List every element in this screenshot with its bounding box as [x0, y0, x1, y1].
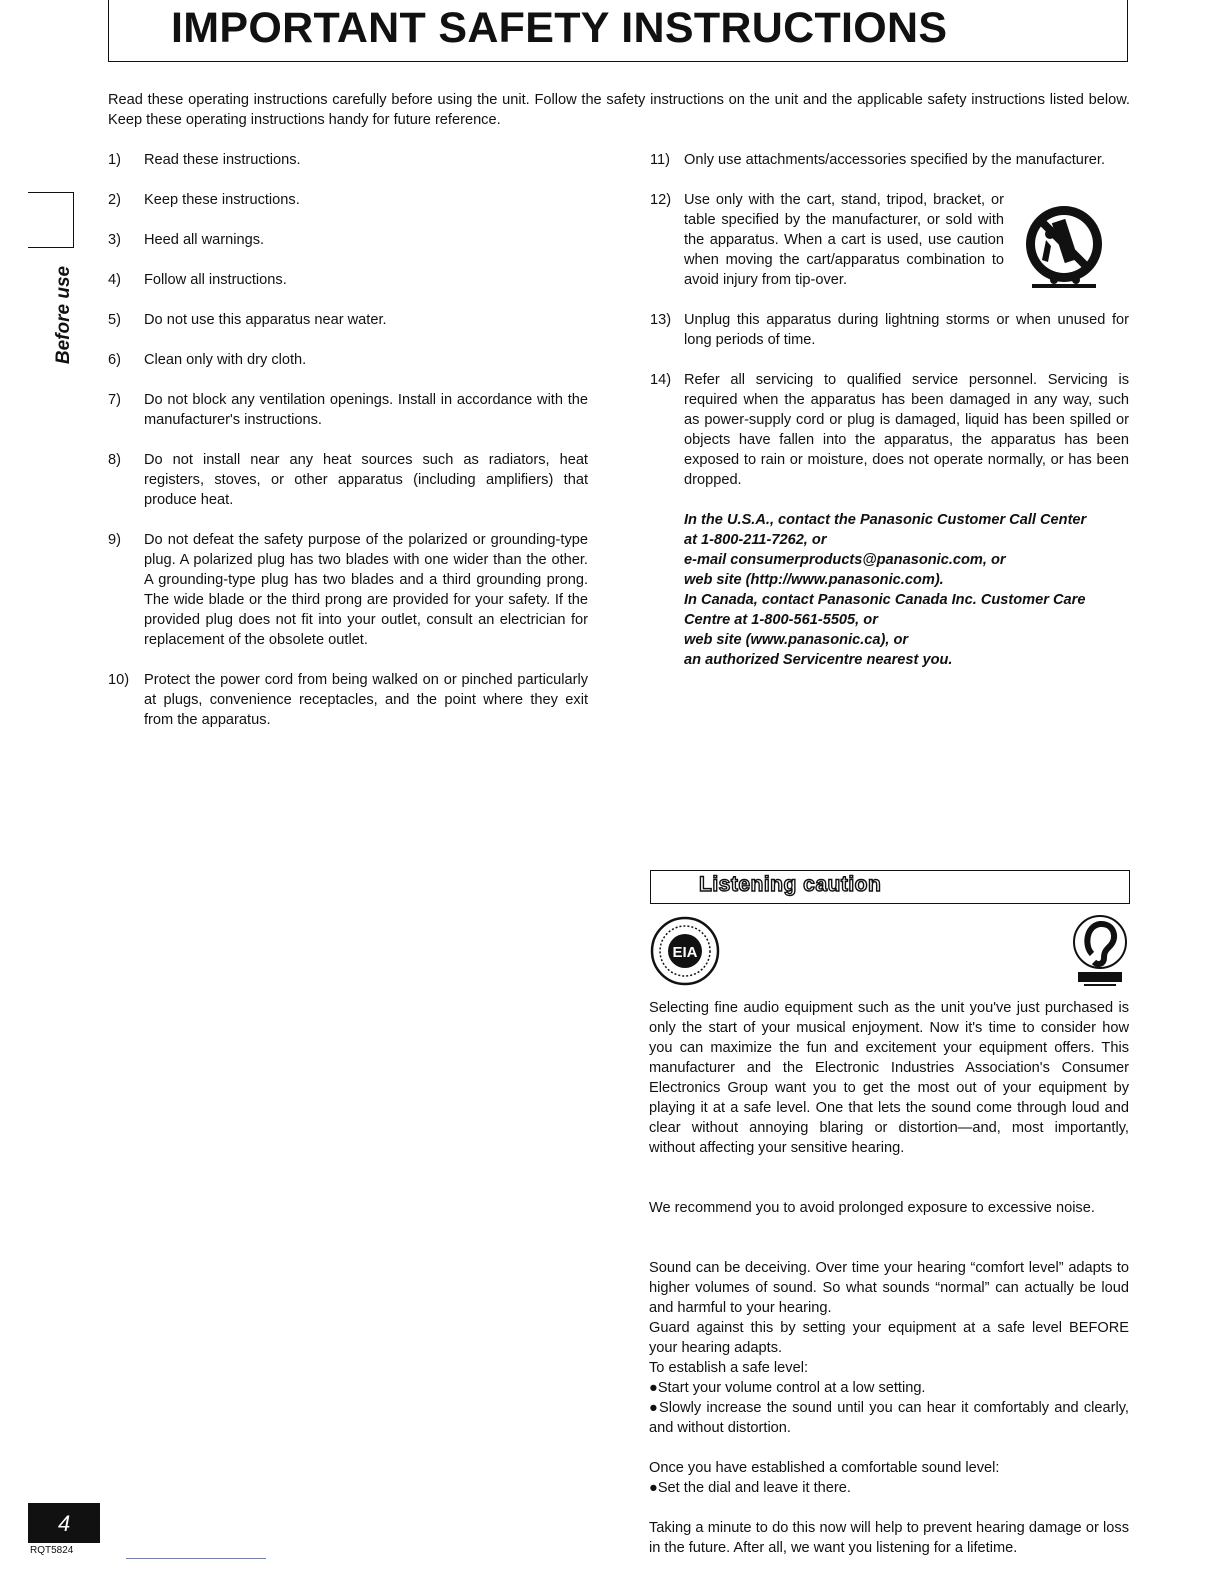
item-text: Read these instructions. [144, 152, 301, 168]
item-text: Keep these instructions. [144, 192, 300, 208]
cart-tip-over-warning-icon [1016, 200, 1112, 296]
listening-caution-title: Listening caution [699, 873, 882, 896]
contact-line: at 1-800-211-7262, or [684, 532, 827, 548]
item-number: 6) [108, 352, 121, 368]
footer-rule [126, 1558, 266, 1559]
item-number: 7) [108, 392, 121, 408]
listening-paragraph: Sound can be deceiving. Over time your hearing “comfort level” adapts to higher volumes of sound. So what sounds “normal” can actually be loud and harmful to your hearing. [649, 1260, 1129, 1316]
listening-bullet: ●Start your volume control at a low setting. [649, 1380, 926, 1396]
item-number: 14) [650, 372, 672, 388]
item-text: Do not block any ventilation openings. Install in accordance with the manufacturer's instructions. [144, 392, 588, 428]
item-text: Do not defeat the safety purpose of the polarized or grounding-type plug. A polarized plug has two blades with one wider than the other. A grounding-type plug has two blades and a third grounding prong. The wide blade or the third prong are provided for your safety. If the provided plug does not fit into your outlet, consult an electrician for replacement of the obsolete outlet. [144, 532, 588, 648]
item-text: Follow all instructions. [144, 272, 287, 288]
intro-paragraph: Read these operating instructions carefully before using the unit. Follow the safety instructions on the unit and the applicable safety instructions listed below. Keep these operating instructions handy for future reference. [108, 92, 1130, 128]
item-text: Use only with the cart, stand, tripod, bracket, or table specified by the manufacturer, or sold with the apparatus. When a cart is used, use caution when moving the cart/apparatus combination to avoid injury from tip-over. [684, 192, 1004, 288]
document-code: RQT5824 [30, 1545, 74, 1556]
item-number: 2) [108, 192, 121, 208]
listening-paragraph: Guard against this by setting your equipment at a safe level BEFORE your hearing adapts. [649, 1320, 1129, 1356]
item-number: 4) [108, 272, 121, 288]
listening-paragraph: Taking a minute to do this now will help to prevent hearing damage or loss in the future. After all, we want you listening for a lifetime. [649, 1520, 1129, 1556]
item-text: Clean only with dry cloth. [144, 352, 307, 368]
item-text: Only use attachments/accessories specified by the manufacturer. [684, 152, 1105, 168]
item-text: Heed all warnings. [144, 232, 265, 248]
contact-line: In Canada, contact Panasonic Canada Inc. Customer Care [684, 592, 1086, 608]
item-text: Refer all servicing to qualified service personnel. Servicing is required when the apparatus has been damaged in any way, such as power-supply cord or plug is damaged, liquid has been spilled or objects have fallen into the apparatus, the apparatus has been exposed to rain or moisture, does not operate normally, or has been dropped. [684, 372, 1129, 488]
page-title: IMPORTANT SAFETY INSTRUCTIONS [171, 4, 948, 52]
listening-paragraph: Selecting fine audio equipment such as the unit you've just purchased is only the start of your musical enjoyment. Now it's time to consider how you can maximize the fun and excitement your equipment offers. This manufacturer and the Electronic Industries Association's Consumer Electronics Group want you to get the most out of your equipment by playing it at a safe level. One that lets the sound come through loud and clear without annoying blaring or distortion—and, most importantly, without affecting your sensitive hearing. [649, 1000, 1129, 1156]
listening-bullet: ●Set the dial and leave it there. [649, 1480, 851, 1496]
item-text: Do not install near any heat sources such as radiators, heat registers, stoves, or other apparatus (including amplifiers) that produce heat. [144, 452, 588, 508]
contact-line: an authorized Servicentre nearest you. [684, 652, 953, 668]
contact-line: web site (http://www.panasonic.com). [684, 572, 944, 588]
listening-paragraph: To establish a safe level: [649, 1360, 808, 1376]
item-number: 11) [650, 152, 671, 168]
item-number: 12) [650, 192, 672, 208]
item-text: Protect the power cord from being walked on or pinched particularly at plugs, convenience receptacles, and the point where they exit from the apparatus. [144, 672, 588, 728]
listening-bullet: ●Slowly increase the sound until you can hear it comfortably and clearly, and without distortion. [649, 1400, 1129, 1436]
item-number: 5) [108, 312, 121, 328]
item-number: 9) [108, 532, 121, 548]
item-number: 13) [650, 312, 672, 328]
page-number: 4 [58, 1511, 71, 1536]
item-number: 10) [108, 672, 130, 688]
item-number: 8) [108, 452, 121, 468]
contact-line: Centre at 1-800-561-5505, or [684, 612, 878, 628]
item-text: Do not use this apparatus near water. [144, 312, 387, 328]
contact-line: web site (www.panasonic.ca), or [684, 632, 909, 648]
ear-hearing-icon [1070, 914, 1130, 988]
contact-info [684, 510, 1130, 670]
page-number-box [28, 1503, 100, 1543]
item-number: 3) [108, 232, 121, 248]
side-tab-label: Before use [53, 265, 74, 365]
eia-logo-text: EIA [672, 944, 698, 961]
listening-caution-header [650, 870, 1130, 904]
contact-line: In the U.S.A., contact the Panasonic Customer Call Center [684, 512, 1087, 528]
side-tab-bracket [28, 192, 74, 248]
listening-paragraph: We recommend you to avoid prolonged exposure to excessive noise. [649, 1200, 1095, 1216]
eia-seal-icon [650, 916, 720, 986]
title-box [108, 0, 1128, 62]
listening-paragraph: Once you have established a comfortable sound level: [649, 1460, 1000, 1476]
item-number: 1) [108, 152, 121, 168]
contact-line: e-mail consumerproducts@panasonic.com, or [684, 552, 1006, 568]
item-text: Unplug this apparatus during lightning storms or when unused for long periods of time. [684, 312, 1129, 348]
